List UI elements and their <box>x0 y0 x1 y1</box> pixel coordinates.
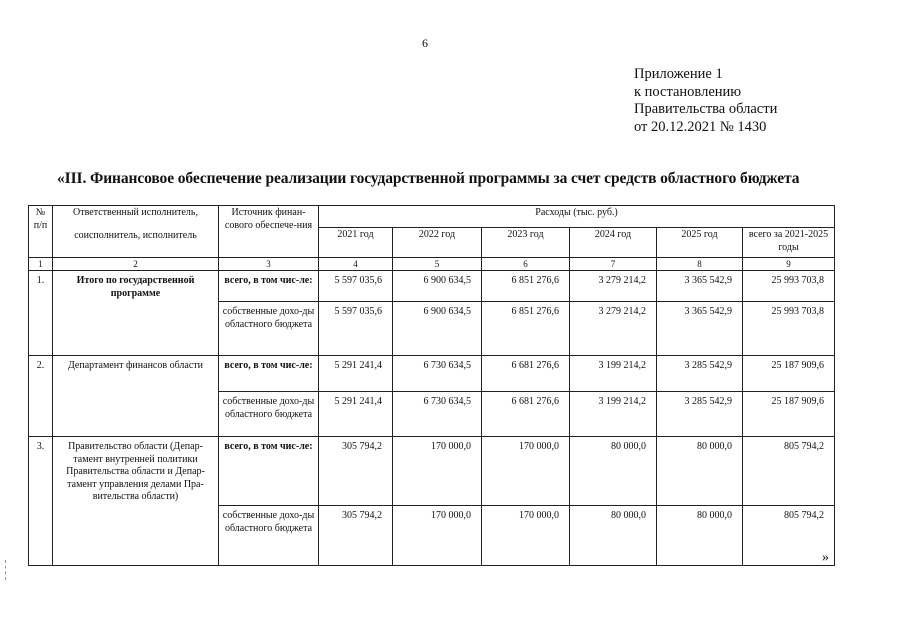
executor-cell: Департамент финансов области <box>53 356 219 437</box>
source-cell: всего, в том чис-ле: <box>219 271 319 302</box>
source-cell: собственные дохо-ды областного бюджета <box>219 302 319 356</box>
table-row <box>29 271 835 302</box>
header-num: № п/п <box>29 206 53 258</box>
value-cell: 170 000,0 <box>482 506 570 566</box>
value-cell: 25 993 703,8 <box>743 302 835 356</box>
value-cell: 3 365 542,9 <box>657 271 743 302</box>
value-cell: 5 597 035,6 <box>319 271 393 302</box>
header-executor <box>53 206 219 258</box>
value-cell: 805 794,2 <box>743 506 835 566</box>
value-cell: 170 000,0 <box>393 437 482 506</box>
value-cell: 80 000,0 <box>570 437 657 506</box>
value-cell: 5 291 241,4 <box>319 392 393 437</box>
value-cell: 80 000,0 <box>657 437 743 506</box>
value-cell: 305 794,2 <box>319 506 393 566</box>
value-cell: 6 900 634,5 <box>393 271 482 302</box>
appendix-line: Правительства области <box>634 101 778 117</box>
value-cell: 25 187 909,6 <box>743 356 835 392</box>
executor-cell: Итого по государственной программе <box>53 271 219 356</box>
index-cell: 5 <box>393 258 482 271</box>
closing-quote: » <box>822 550 829 565</box>
value-cell: 3 199 214,2 <box>570 356 657 392</box>
header-year: 2025 год <box>657 228 743 258</box>
appendix-line: к постановлению <box>634 83 742 100</box>
value-cell: 3 279 214,2 <box>570 302 657 356</box>
value-cell: 170 000,0 <box>393 506 482 566</box>
index-row <box>29 258 835 271</box>
row-number: 3. <box>29 437 53 566</box>
source-cell: всего, в том чис-ле: <box>219 356 319 392</box>
table-row <box>29 437 835 506</box>
header-year-total: всего за 2021-2025 годы <box>743 228 835 258</box>
value-cell: 3 365 542,9 <box>657 302 743 356</box>
index-cell: 3 <box>219 258 319 271</box>
value-cell: 6 730 634,5 <box>393 392 482 437</box>
scan-edge-mark <box>5 560 9 580</box>
index-cell: 9 <box>743 258 835 271</box>
section-title: «III. Финансовое обеспечение реализации государственной программы за счет средств областного бюджета <box>57 170 800 187</box>
value-cell: 25 993 703,8 <box>743 271 835 302</box>
row-number: 1. <box>29 271 53 356</box>
index-cell: 2 <box>53 258 219 271</box>
value-cell: 3 285 542,9 <box>657 392 743 437</box>
appendix-block <box>634 66 777 136</box>
index-cell: 7 <box>570 258 657 271</box>
header-year: 2021 год <box>319 228 393 258</box>
value-cell: 5 597 035,6 <box>319 302 393 356</box>
value-cell: 80 000,0 <box>657 506 743 566</box>
header-executor-line: Ответственный исполнитель, <box>73 207 198 218</box>
appendix-line: Приложение 1 <box>634 66 723 82</box>
source-cell: собственные дохо-ды областного бюджета <box>219 392 319 437</box>
index-cell: 1 <box>29 258 53 271</box>
header-year: 2023 год <box>482 228 570 258</box>
appendix-line: от 20.12.2021 № 1430 <box>634 118 767 135</box>
value-cell: 170 000,0 <box>482 437 570 506</box>
value-cell: 6 851 276,6 <box>482 271 570 302</box>
value-cell: 305 794,2 <box>319 437 393 506</box>
value-cell: 6 851 276,6 <box>482 302 570 356</box>
header-source: Источник финан-сового обеспече-ния <box>219 206 319 258</box>
value-cell: 25 187 909,6 <box>743 392 835 437</box>
value-cell: 805 794,2 <box>743 437 835 506</box>
header-year: 2022 год <box>393 228 482 258</box>
value-cell: 3 199 214,2 <box>570 392 657 437</box>
source-cell: собственные дохо-ды областного бюджета <box>219 506 319 566</box>
value-cell: 80 000,0 <box>570 506 657 566</box>
value-cell: 6 730 634,5 <box>393 356 482 392</box>
row-number: 2. <box>29 356 53 437</box>
table-row <box>29 356 835 392</box>
header-executor-line: соисполнитель, исполнитель <box>74 229 197 241</box>
index-cell: 8 <box>657 258 743 271</box>
value-cell: 5 291 241,4 <box>319 356 393 392</box>
index-cell: 4 <box>319 258 393 271</box>
value-cell: 3 279 214,2 <box>570 271 657 302</box>
value-cell: 6 900 634,5 <box>393 302 482 356</box>
value-cell: 6 681 276,6 <box>482 356 570 392</box>
header-expenses: Расходы (тыс. руб.) <box>319 206 835 228</box>
financing-table <box>28 205 835 566</box>
source-cell: всего, в том чис-ле: <box>219 437 319 506</box>
table-header-row <box>29 206 835 228</box>
value-cell: 6 681 276,6 <box>482 392 570 437</box>
index-cell: 6 <box>482 258 570 271</box>
value-cell: 3 285 542,9 <box>657 356 743 392</box>
header-year: 2024 год <box>570 228 657 258</box>
page-number: 6 <box>422 36 428 50</box>
executor-cell: Правительство области (Депар-тамент внутренней политики Правительства области и Депар-тамент управления делами Пра-вительства области) <box>53 437 219 566</box>
